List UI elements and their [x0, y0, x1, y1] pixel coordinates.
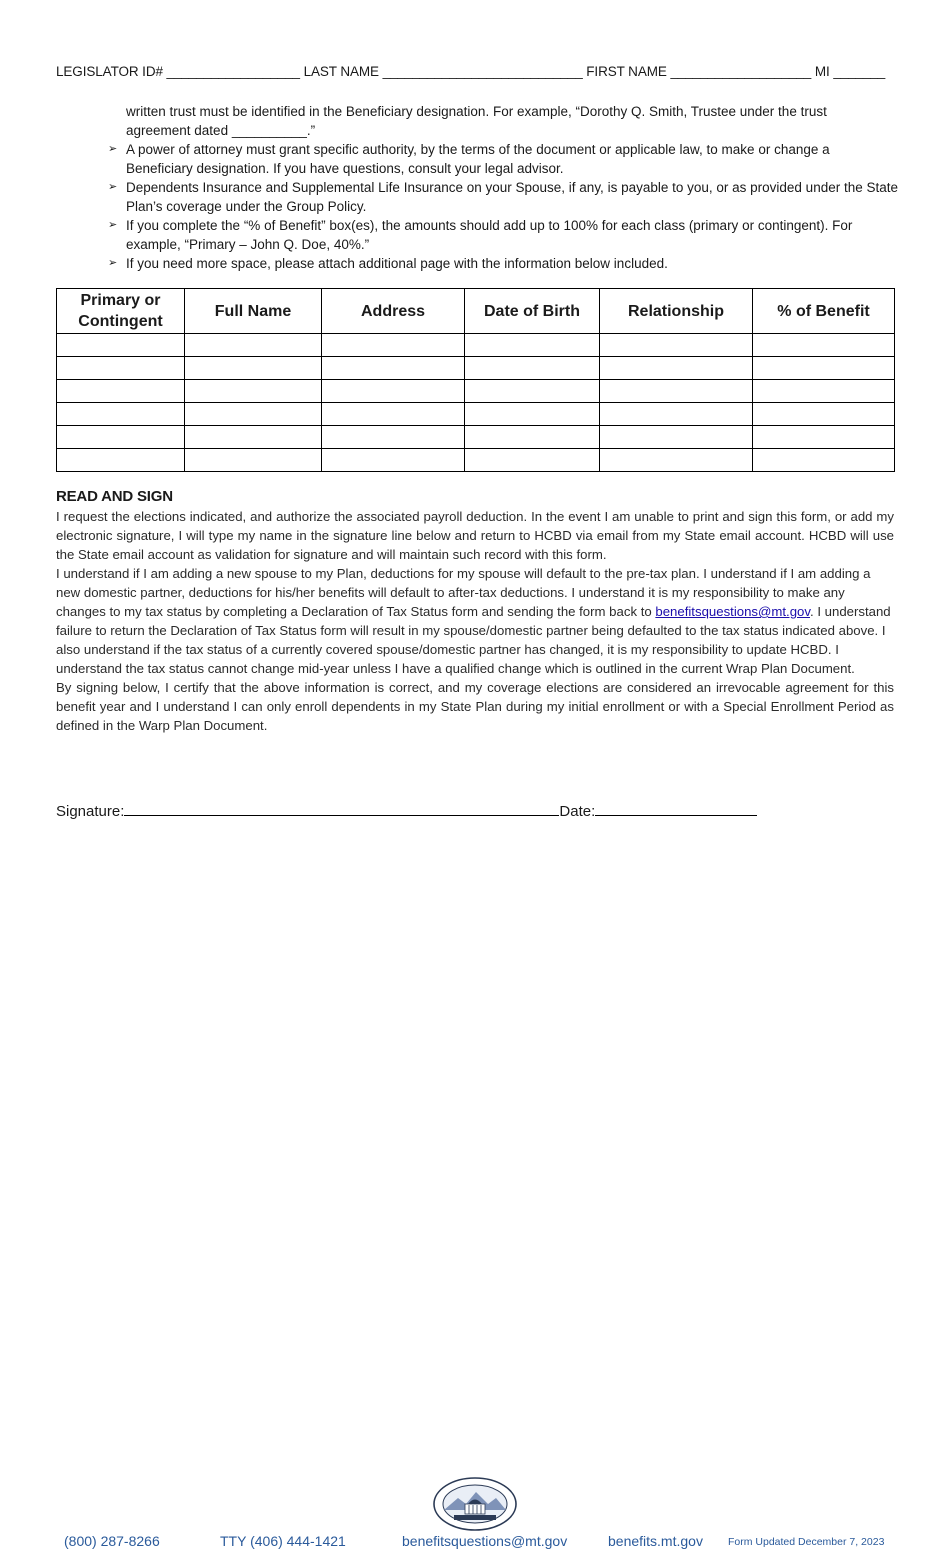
certification-paragraph: By signing below, I certify that the above information is correct, and my coverage elections are considered an irrevocable agreement for this benefit year and I understand I can only enroll dependents in my State Plan during my initial enrollment or with a Special Enrollment Period as defined in the Warp Plan Document.	[56, 680, 894, 733]
table-row	[57, 403, 895, 426]
department-seal-logo	[432, 1476, 518, 1532]
table-cell[interactable]	[600, 357, 753, 380]
table-cell[interactable]	[753, 334, 895, 357]
table-cell[interactable]	[322, 449, 465, 472]
col-percent-benefit: % of Benefit	[753, 289, 895, 334]
table-cell[interactable]	[57, 334, 185, 357]
table-cell[interactable]	[465, 449, 600, 472]
table-row	[57, 334, 895, 357]
table-cell[interactable]	[322, 380, 465, 403]
instruction-continuation-1: written trust must be identified in the Beneficiary designation. For example, “Dorothy Q. Smith, Trustee under the trust	[126, 104, 827, 119]
first-name-label: FIRST NAME	[586, 64, 667, 79]
beneficiary-instructions	[108, 102, 898, 273]
last-name-label: LAST NAME	[303, 64, 379, 79]
signature-row	[56, 799, 757, 820]
mi-field[interactable]: _______	[833, 64, 886, 79]
arrow-bullet-icon: ➢	[108, 181, 118, 193]
table-header-row	[57, 289, 895, 334]
benefits-email-link[interactable]: benefitsquestions@mt.gov	[655, 604, 810, 619]
table-cell[interactable]	[185, 403, 322, 426]
table-cell[interactable]	[185, 426, 322, 449]
table-cell[interactable]	[600, 380, 753, 403]
table-row	[57, 357, 895, 380]
table-cell[interactable]	[57, 380, 185, 403]
table-cell[interactable]	[753, 357, 895, 380]
table-cell[interactable]	[185, 449, 322, 472]
table-cell[interactable]	[465, 426, 600, 449]
form-updated-date: Form Updated December 7, 2023	[728, 1536, 885, 1548]
table-cell[interactable]	[600, 426, 753, 449]
table-cell[interactable]	[185, 357, 322, 380]
table-cell[interactable]	[185, 334, 322, 357]
table-cell[interactable]	[753, 380, 895, 403]
table-cell[interactable]	[465, 403, 600, 426]
table-cell[interactable]	[322, 426, 465, 449]
table-cell[interactable]	[57, 449, 185, 472]
beneficiary-table	[56, 288, 895, 472]
col-full-name: Full Name	[185, 289, 322, 334]
legislator-id-field[interactable]: __________________	[166, 64, 300, 79]
table-cell[interactable]	[600, 403, 753, 426]
instruction-list	[108, 140, 898, 273]
table-cell[interactable]	[57, 426, 185, 449]
instruction-bullet: ➢ Dependents Insurance and Supplemental Life Insurance on your Spouse, if any, is payable to you, or as provided under the State Plan’s coverage under the Group Policy.	[108, 180, 898, 214]
col-primary-contingent: Primary or Contingent	[57, 289, 185, 334]
legislator-header	[56, 64, 896, 79]
table-cell[interactable]	[57, 357, 185, 380]
table-cell[interactable]	[185, 380, 322, 403]
authorization-paragraph: I request the elections indicated, and authorize the associated payroll deduction. In the event I am unable to print and sign this form, or add my electronic signature, I will type my name in the signature line below and return to HCBD via email from my State email account. HCBD will use the State email account as validation for signature and will maintain such record with this form.	[56, 509, 894, 562]
instruction-bullet: ➢ If you complete the “% of Benefit” box(es), the amounts should add up to 100% for each class (primary or contingent). For example, “Primary – John Q. Doe, 40%.”	[108, 218, 853, 252]
col-relationship: Relationship	[600, 289, 753, 334]
table-cell[interactable]	[465, 334, 600, 357]
arrow-bullet-icon: ➢	[108, 257, 118, 269]
instruction-bullet: ➢ A power of attorney must grant specific authority, by the terms of the document or applicable law, to make or change a Beneficiary designation. If you have questions, consult your legal advisor.	[108, 142, 830, 176]
instruction-continuation-2: agreement dated __________.”	[126, 123, 316, 138]
table-cell[interactable]	[465, 380, 600, 403]
arrow-bullet-icon: ➢	[108, 219, 118, 231]
read-and-sign-title: READ AND SIGN	[56, 488, 173, 505]
footer-phone[interactable]: (800) 287-8266	[64, 1533, 160, 1549]
footer-email[interactable]: benefitsquestions@mt.gov	[402, 1533, 568, 1549]
col-date-of-birth: Date of Birth	[465, 289, 600, 334]
table-cell[interactable]	[600, 449, 753, 472]
date-label: Date:	[559, 803, 596, 820]
table-cell[interactable]	[57, 403, 185, 426]
table-row	[57, 449, 895, 472]
read-and-sign-section	[56, 488, 894, 735]
legislator-id-label: LEGISLATOR ID#	[56, 64, 163, 79]
table-cell[interactable]	[753, 403, 895, 426]
arrow-bullet-icon: ➢	[108, 143, 118, 155]
table-cell[interactable]	[322, 403, 465, 426]
last-name-field[interactable]: ___________________________	[382, 64, 583, 79]
table-cell[interactable]	[600, 334, 753, 357]
table-row	[57, 380, 895, 403]
table-cell[interactable]	[465, 357, 600, 380]
table-cell[interactable]	[322, 357, 465, 380]
contact-footer	[0, 1533, 950, 1551]
table-row	[57, 426, 895, 449]
col-address: Address	[322, 289, 465, 334]
footer-website[interactable]: benefits.mt.gov	[608, 1533, 703, 1549]
table-cell[interactable]	[322, 334, 465, 357]
tax-status-paragraph: I understand if I am adding a new spouse to my Plan, deductions for my spouse will default to the pre-tax plan. I understand if I am adding a new domestic partner, deductions for his/her benefits will default to after-tax deductions. I understand it is my responsibility to make any changes to my tax status by completing a Declaration of Tax Status form and sending the form back to benefitsquestions@mt.gov. I understand failure to return the Declaration of Tax Status form will result in my spouse/domestic partner being defaulted to the tax status indicated above. I also understand if the tax status of a currently covered spouse/domestic partner has changed, it is my responsibility to update HCBD. I understand the tax status cannot change mid-year unless I have a qualified change which is outlined in the current Wrap Plan Document.	[56, 566, 891, 676]
table-cell[interactable]	[753, 426, 895, 449]
footer-tty[interactable]: TTY (406) 444-1421	[220, 1533, 346, 1549]
mi-label: MI	[814, 64, 830, 79]
table-cell[interactable]	[753, 449, 895, 472]
first-name-field[interactable]: ___________________	[670, 64, 812, 79]
signature-field[interactable]	[124, 799, 559, 816]
instruction-bullet: ➢ If you need more space, please attach additional page with the information below included.	[108, 256, 668, 271]
date-field[interactable]	[595, 799, 757, 816]
signature-label: Signature:	[56, 803, 125, 820]
